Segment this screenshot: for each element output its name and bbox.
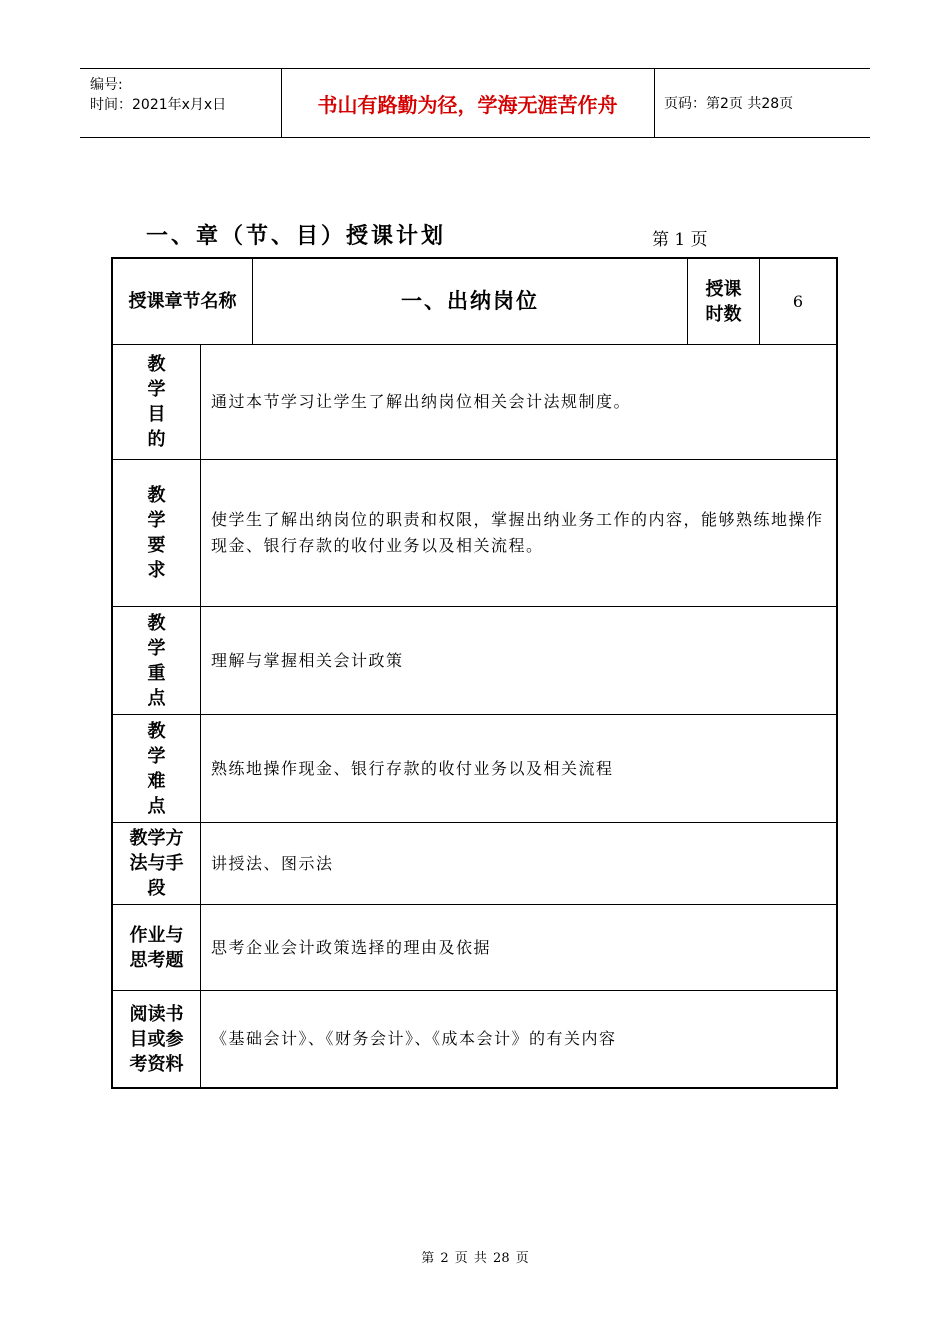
chapter-name: 一、出纳岗位 <box>401 289 539 313</box>
row-content: 通过本节学习让学生了解出纳岗位相关会计法规制度。 <box>211 392 632 411</box>
header-divider <box>654 69 655 137</box>
chapter-name-label: 授课章节名称 <box>128 291 237 312</box>
row-content: 理解与掌握相关会计政策 <box>211 650 404 670</box>
row-label: 教学方法与手段 <box>129 828 184 899</box>
table-row <box>113 991 836 1087</box>
lesson-plan-table <box>111 257 838 1089</box>
time-label: 时间：2021年x月x日 <box>90 97 227 113</box>
header-page-info: 页码：第2页 共28页 <box>664 96 794 112</box>
row-label-cell <box>113 715 200 822</box>
table-row <box>113 905 836 991</box>
row-label-cell <box>113 823 200 904</box>
table-row <box>113 460 836 607</box>
table-row <box>113 823 836 905</box>
hours-value: 6 <box>792 292 804 311</box>
table-row <box>113 607 836 715</box>
page-footer: 第 2 页 共 28 页 <box>421 1251 529 1266</box>
hours-label: 授课时数 <box>705 278 742 325</box>
section-title: 一、章（节、目）授课计划 <box>146 224 447 249</box>
row-label: 教学难点 <box>147 720 166 817</box>
row-label: 教学要求 <box>147 485 166 581</box>
row-content: 《基础会计》、《财务会计》、《成本会计》的有关内容 <box>211 1029 617 1048</box>
table-row <box>113 715 836 823</box>
row-label: 教学重点 <box>147 612 166 709</box>
row-content: 使学生了解出纳岗位的职责和权限，掌握出纳业务工作的内容，能够熟练地操作现金、银行存款的收付业务以及相关流程。 <box>211 510 824 555</box>
row-label-cell <box>113 905 200 990</box>
header-meta <box>90 75 226 115</box>
row-label: 教学目的 <box>147 354 166 450</box>
table-row <box>113 345 836 460</box>
row-label-cell <box>113 460 200 606</box>
row-content: 思考企业会计政策选择的理由及依据 <box>211 937 492 957</box>
document-header <box>80 68 870 138</box>
row-label: 作业与思考题 <box>129 924 184 971</box>
row-label-cell <box>113 607 200 714</box>
row-label: 阅读书目或参考资料 <box>129 1003 184 1075</box>
row-content: 熟练地操作现金、银行存款的收付业务以及相关流程 <box>211 758 614 778</box>
section-page: 第 1 页 <box>652 230 708 250</box>
hours-label-cell <box>688 259 759 344</box>
row-content: 讲授法、图示法 <box>211 853 334 873</box>
row-label-cell <box>113 991 200 1087</box>
table-row-chapter <box>113 259 836 345</box>
number-label: 编号: <box>90 77 123 93</box>
header-motto: 书山有路勤为径，学海无涯苦作舟 <box>317 92 618 117</box>
row-label-cell <box>113 345 200 459</box>
